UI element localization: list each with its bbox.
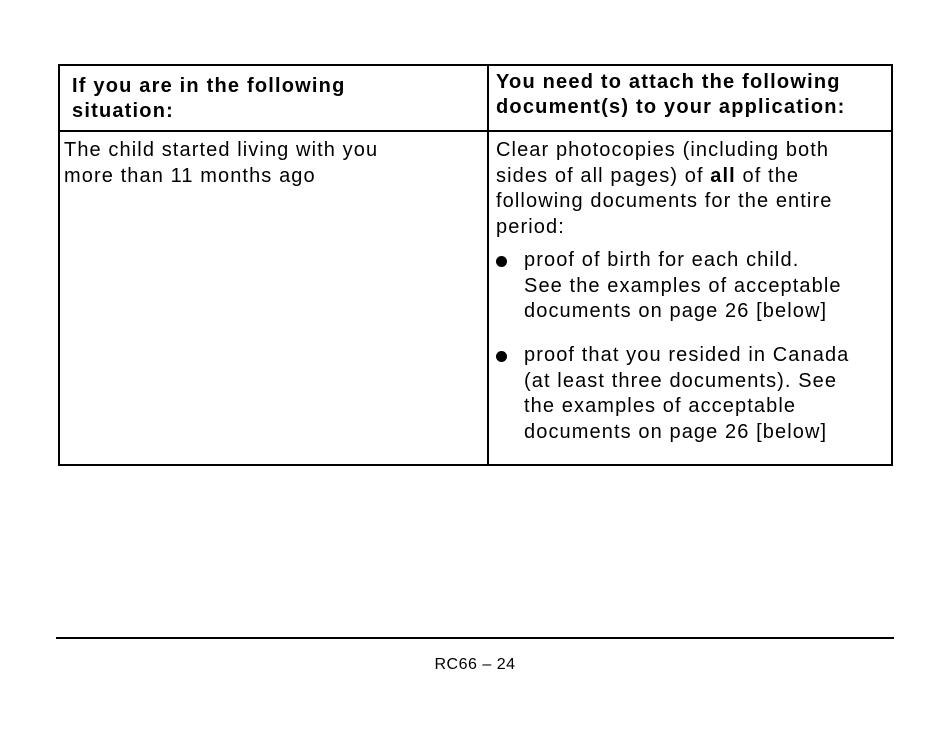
- footer-divider: [56, 637, 894, 639]
- situation-cell: [64, 138, 378, 189]
- bullet-icon: [496, 256, 507, 267]
- requirements-intro: [496, 138, 832, 240]
- bullet-line: the examples of acceptable: [524, 395, 797, 417]
- page-number: RC66 – 24: [434, 656, 516, 673]
- intro-line: following documents for the entire: [496, 190, 833, 212]
- bullet-icon: [496, 351, 507, 362]
- bullet-line: documents on page 26 [below]: [524, 300, 828, 322]
- header-documents: [496, 70, 846, 120]
- intro-line: [496, 164, 832, 190]
- intro-line: period:: [496, 215, 565, 238]
- bullet-line: See the examples of acceptable: [524, 274, 842, 297]
- bullet-line: proof of birth for each child.: [524, 249, 800, 271]
- header-divider: [60, 130, 891, 132]
- document-requirements-table: [58, 64, 893, 466]
- column-divider: [487, 66, 489, 464]
- situation-line: The child started living with you: [64, 139, 379, 161]
- bullet-text: [524, 248, 842, 325]
- bullet-text: [524, 343, 849, 445]
- intro-text: sides of all pages) of: [496, 164, 711, 187]
- bullet-line: documents on page 26 [below]: [524, 420, 828, 443]
- bullet-line: proof that you resided in Canada: [524, 344, 850, 366]
- header-documents-line: document(s) to your application:: [496, 96, 846, 118]
- header-situation: [72, 74, 346, 124]
- bullet-line: (at least three documents). See: [524, 369, 838, 392]
- header-situation-line: If you are in the following: [72, 75, 346, 97]
- intro-line: Clear photocopies (including both: [496, 139, 830, 161]
- intro-emphasis: all: [710, 164, 736, 187]
- header-situation-line: situation:: [72, 100, 174, 122]
- situation-line: more than 11 months ago: [64, 164, 316, 187]
- intro-text: of the: [735, 164, 800, 187]
- header-documents-line: You need to attach the following: [496, 71, 841, 93]
